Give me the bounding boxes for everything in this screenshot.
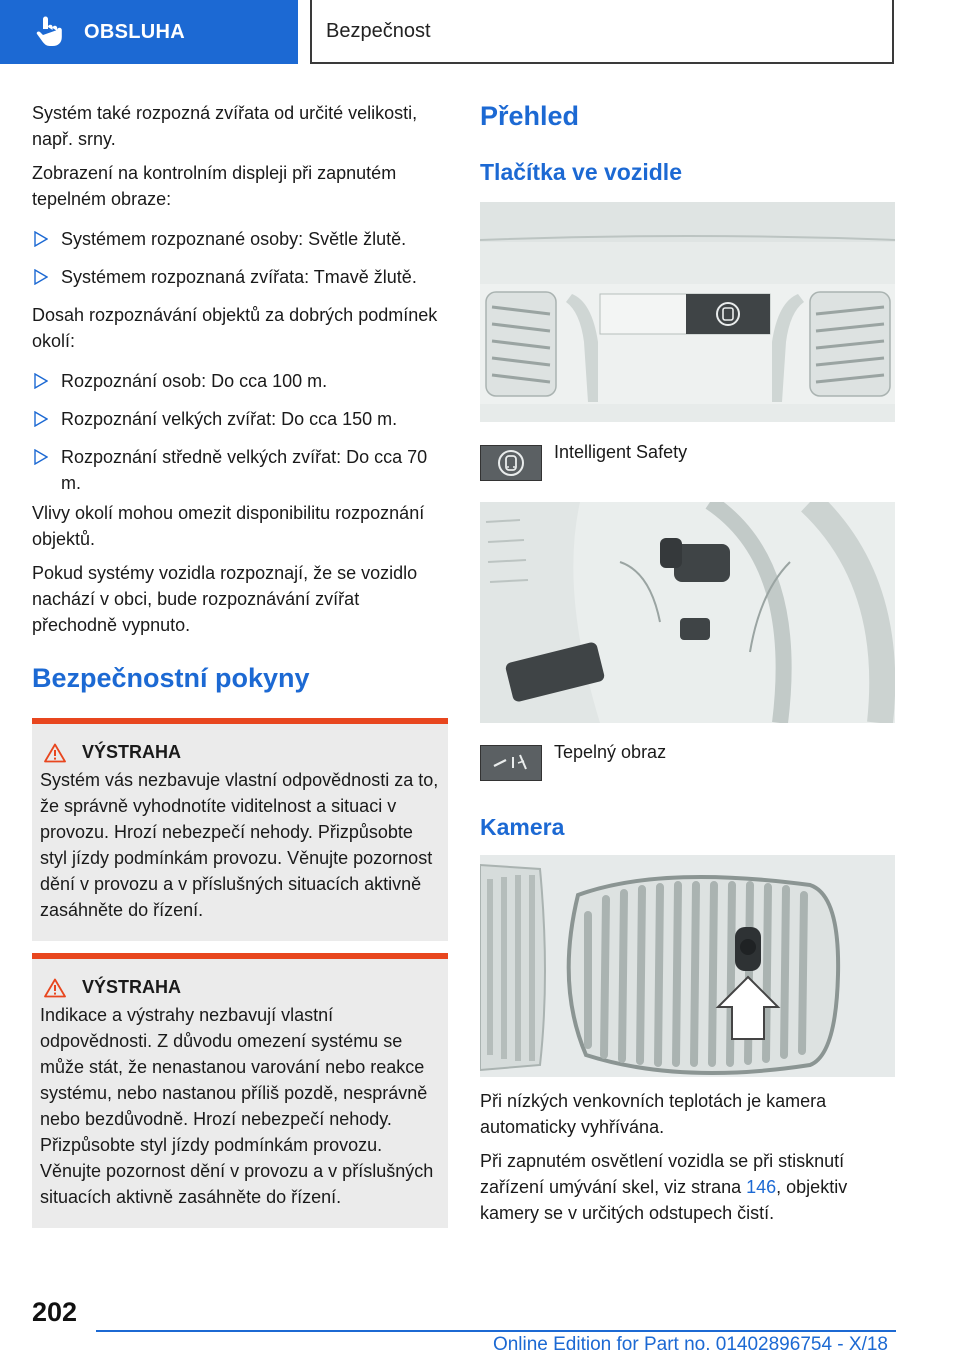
list-item: Systémem rozpoznané osoby: Světle žlutě. <box>32 226 448 252</box>
warning-title: VÝSTRAHA <box>82 742 182 762</box>
warning-text: Indikace a výstrahy nezbavují vlastní odpovědnosti. Z důvodu omezení systému se může stát, že nenastanou varování nebo reakce systému, nebo nastanou příliš pozdě, nesprávně nebo bezdůvodně. Hrozí nebezpečí nehody. Přizpůsobte styl jízdy podmínkám provozu. Věnujte pozornost dění v provozu a v příslušných situacích aktivně zasáhněte do řízení. <box>40 1005 434 1207</box>
paragraph: Vlivy okolí mohou omezit disponibilitu rozpoznání objektů. <box>32 503 425 549</box>
triangle-bullet-icon <box>34 231 48 247</box>
section-heading: Přehled <box>480 101 580 131</box>
warning-title: VÝSTRAHA <box>82 977 182 997</box>
warning-box <box>32 718 448 941</box>
bullet-list <box>32 226 448 290</box>
icon-caption: Tepelný obraz <box>554 742 667 762</box>
chapter-tab <box>0 0 298 64</box>
camera-grille-image <box>480 855 895 1077</box>
page-number: 202 <box>32 1297 78 1327</box>
bullet-list <box>32 368 448 496</box>
list-item: Rozpoznání osob: Do cca 100 m. <box>32 368 448 394</box>
triangle-bullet-icon <box>34 411 48 427</box>
list-item: Rozpoznání středně velkých zvířat: Do cca 70 m. <box>32 444 448 496</box>
icon-caption: Intelligent Safety <box>554 442 688 462</box>
paragraph: Zobrazení na kontrolním displeji při zapnutém tepelném obraze: <box>32 163 397 209</box>
list-item: Systémem rozpoznaná zvířata: Tmavě žlutě. <box>32 264 448 290</box>
section-header <box>310 0 894 64</box>
section-heading: Bezpečnostní pokyny <box>32 663 310 693</box>
warning-box <box>32 953 448 1228</box>
list-item: Rozpoznání velkých zvířat: Do cca 150 m. <box>32 406 448 432</box>
left-column <box>32 100 448 1228</box>
paragraph: Při zapnutém osvětlení vozidla se při stisknutí zařízení umývání skel, viz strana 146, objektiv kamery se v určitých odstupech čistí. <box>480 1151 848 1223</box>
dashboard-button-image <box>480 202 895 422</box>
page-link[interactable]: 146 <box>746 1177 777 1197</box>
thermal-image-icon <box>480 745 542 781</box>
section-title: Bezpečnost <box>326 19 431 42</box>
steering-column-image <box>480 502 895 723</box>
footer-divider <box>96 1330 896 1332</box>
paragraph: Při nízkých venkovních teplotách je kamera automaticky vyhřívána. <box>480 1091 827 1137</box>
chapter-label: OBSLUHA <box>84 20 185 43</box>
subsection-heading: Kamera <box>480 814 565 840</box>
triangle-bullet-icon <box>34 269 48 285</box>
triangle-bullet-icon <box>34 449 48 465</box>
camera-text <box>480 1088 896 1234</box>
paragraph: Systém také rozpozná zvířata od určité velikosti, např. srny. <box>32 103 418 149</box>
warning-triangle-icon <box>44 743 66 763</box>
paragraph: Pokud systémy vozidla rozpoznají, že se vozidlo nachází v obci, bude rozpoznávání zvířat přechodně vypnuto. <box>32 563 418 635</box>
subsection-heading: Tlačítka ve vozidle <box>480 159 682 185</box>
intelligent-safety-icon <box>480 445 542 481</box>
warning-text: Systém vás nezbavuje vlastní odpovědnosti za to, že správně vyhodnotíte viditelnost a situaci v provozu. Hrozí nebezpečí nehody. Přizpůsobte styl jízdy podmínkám provozu. Věnujte pozornost dění v provozu a v příslušných situacích aktivně zasáhněte do řízení. <box>40 770 439 920</box>
hand-pointer-icon <box>32 14 68 50</box>
warning-triangle-icon <box>44 978 66 998</box>
edition-text: Online Edition for Part no. 01402896754 - X/18 <box>492 1334 888 1355</box>
paragraph: Dosah rozpoznávání objektů za dobrých podmínek okolí: <box>32 305 438 351</box>
triangle-bullet-icon <box>34 373 48 389</box>
